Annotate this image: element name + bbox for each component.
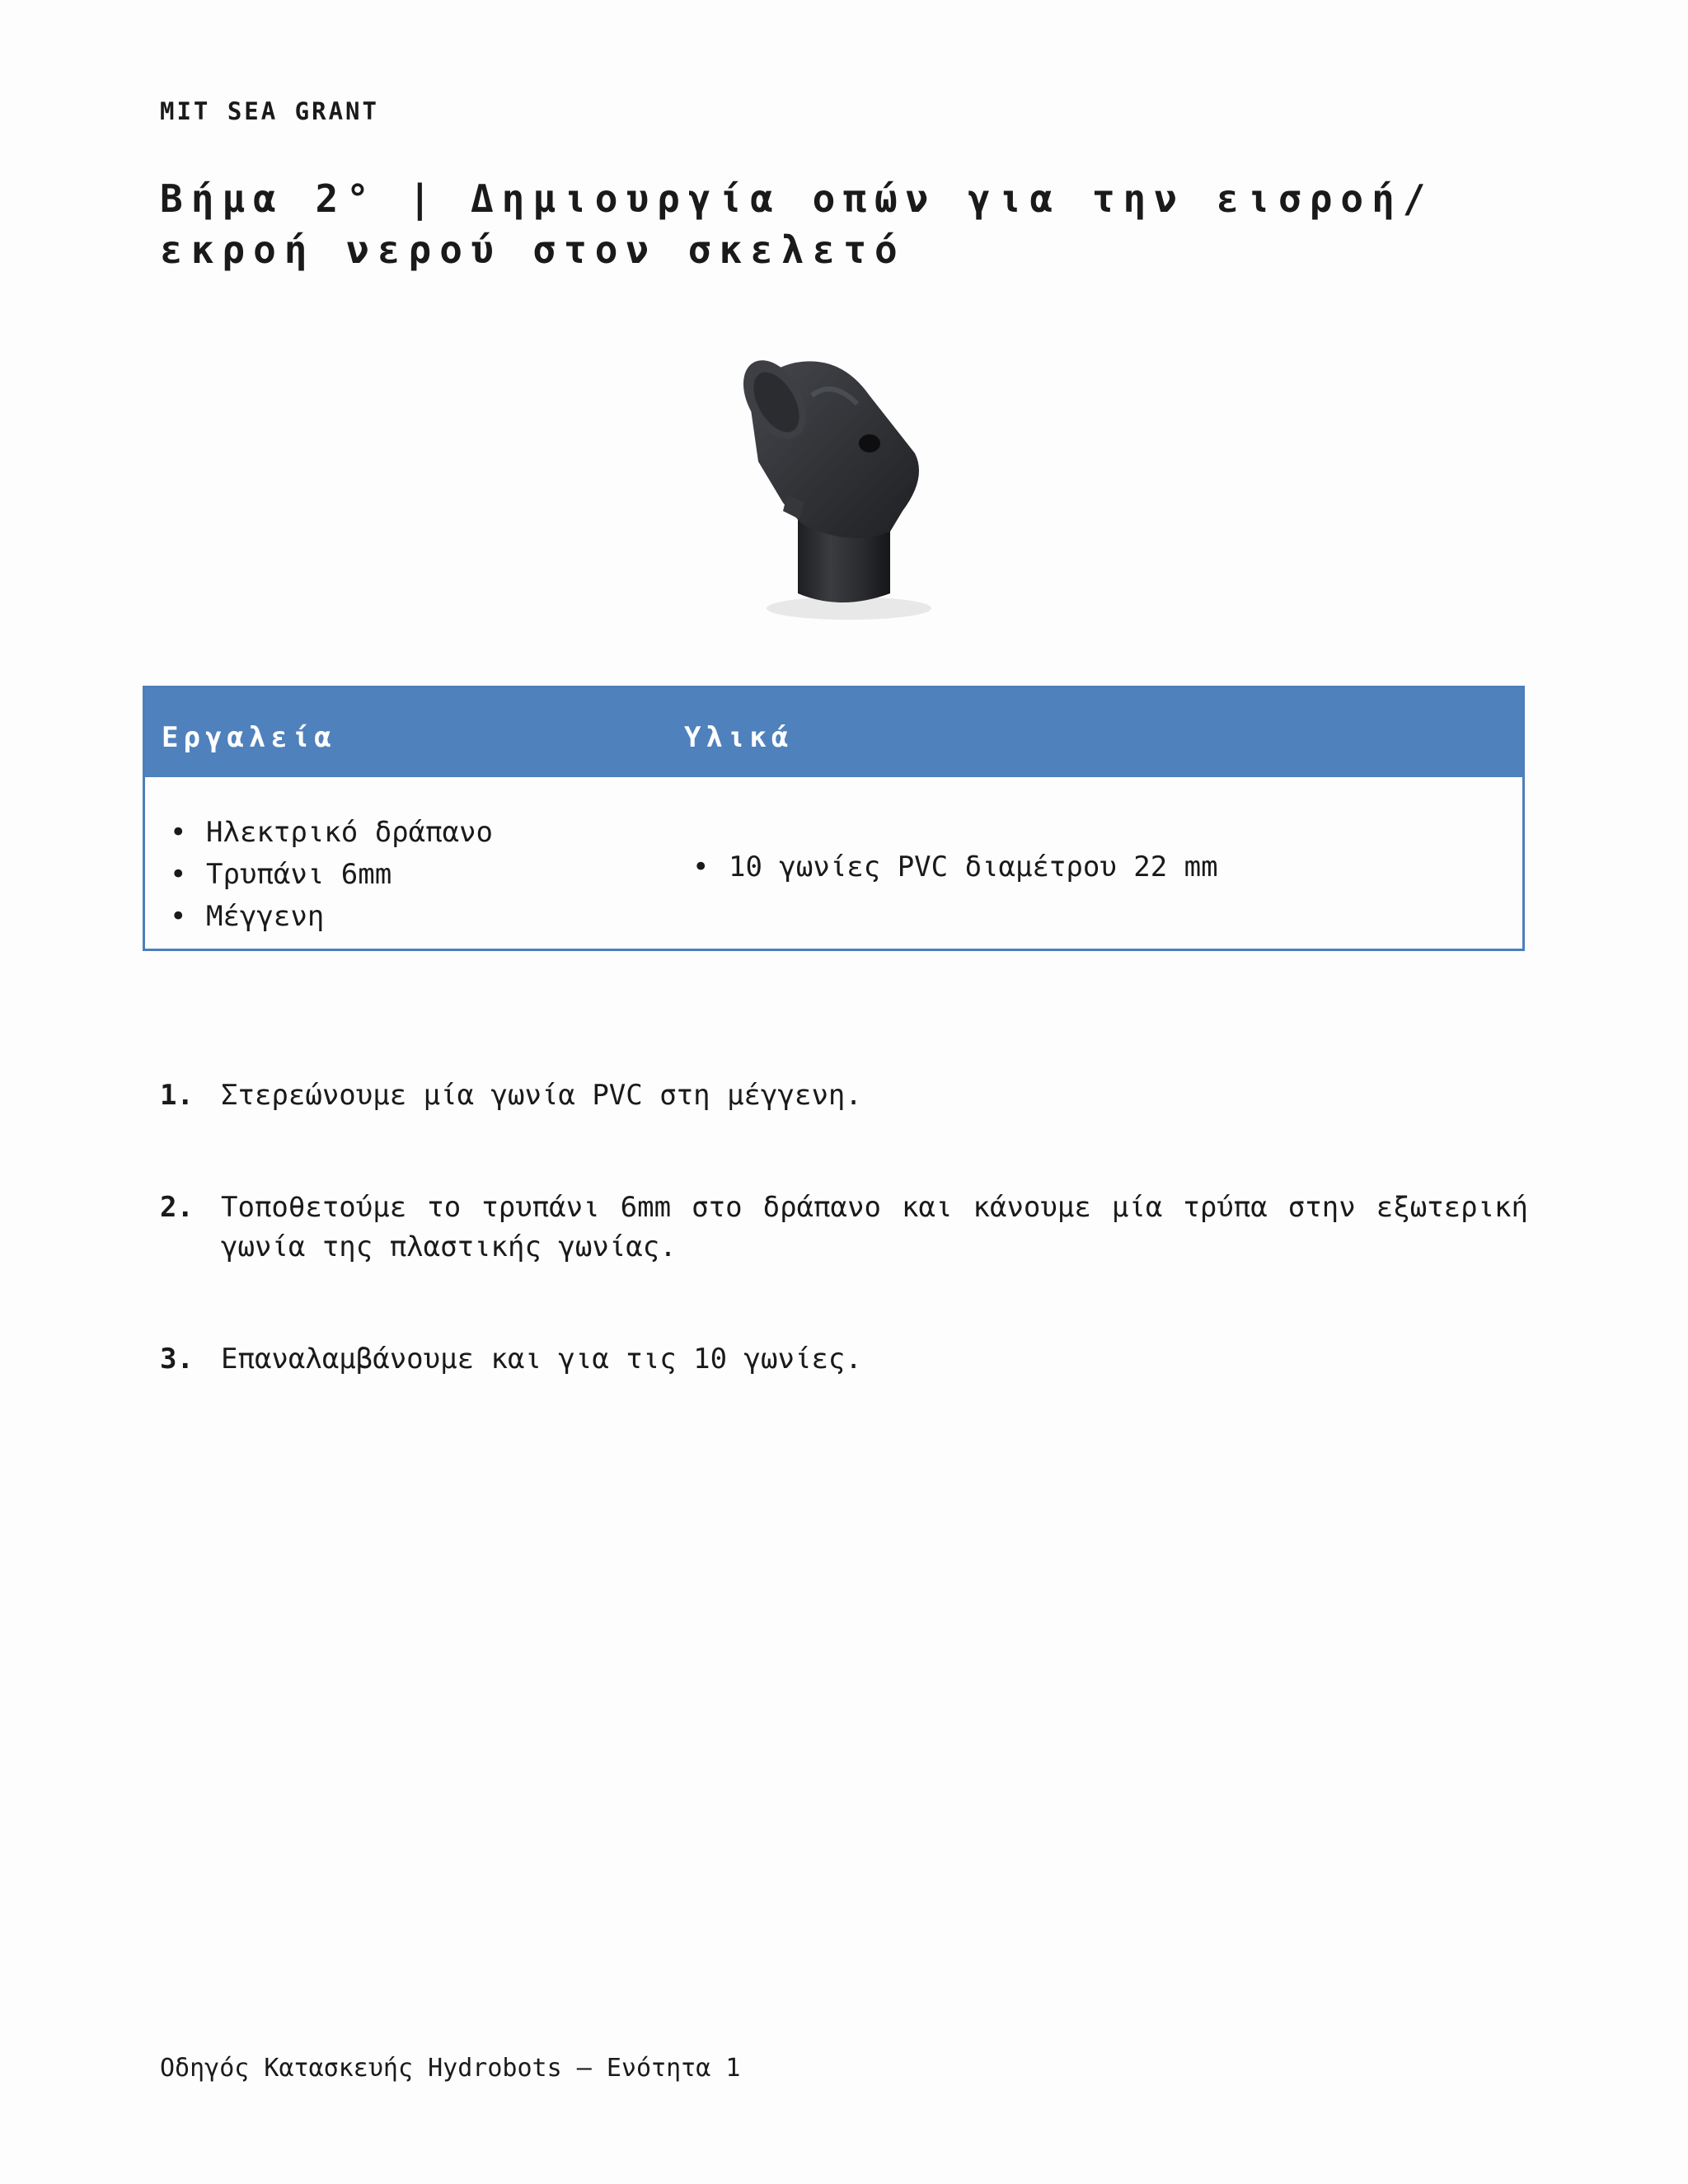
tools-materials-table bbox=[143, 686, 1525, 951]
tools-list bbox=[170, 812, 493, 938]
materials-header: Υλικά bbox=[684, 721, 794, 754]
step-text: Τοποθετούμε το τρυπάνι 6mm στο δράπανο και κάνουμε μία τρύπα στην εξωτερική γωνία της πλαστικής γωνίας. bbox=[221, 1191, 1528, 1263]
steps-list bbox=[160, 1076, 1528, 1451]
step-item bbox=[160, 1339, 1528, 1379]
list-item: • Ηλεκτρικό δράπανο bbox=[170, 812, 493, 854]
step-number: 1. bbox=[160, 1079, 194, 1112]
step-item bbox=[160, 1076, 1528, 1115]
materials-list bbox=[692, 846, 1218, 888]
organization-label: MIT SEA GRANT bbox=[160, 97, 379, 125]
page-footer: Οδηγός Κατασκευής Hydrobots – Ενότητα 1 bbox=[160, 2054, 741, 2083]
step-number: 3. bbox=[160, 1343, 194, 1376]
tools-header: Εργαλεία bbox=[162, 721, 336, 754]
list-item: • 10 γωνίες PVC διαμέτρου 22 mm bbox=[692, 846, 1218, 888]
step-item bbox=[160, 1188, 1528, 1267]
step-text: Επαναλαμβάνουμε και για τις 10 γωνίες. bbox=[221, 1343, 862, 1376]
pvc-elbow-icon bbox=[725, 346, 956, 626]
step-text: Στερεώνουμε μία γωνία PVC στη μέγγενη. bbox=[221, 1079, 862, 1112]
list-item: • Μέγγενη bbox=[170, 896, 493, 938]
page-title: Βήμα 2° | Δημιουργία οπών για την εισροή/εκροή νερού στον σκελετό bbox=[160, 176, 1434, 272]
list-item: • Τρυπάνι 6mm bbox=[170, 854, 493, 896]
table-header-row bbox=[145, 688, 1522, 777]
pvc-elbow-image bbox=[725, 346, 956, 626]
step-number: 2. bbox=[160, 1191, 194, 1224]
